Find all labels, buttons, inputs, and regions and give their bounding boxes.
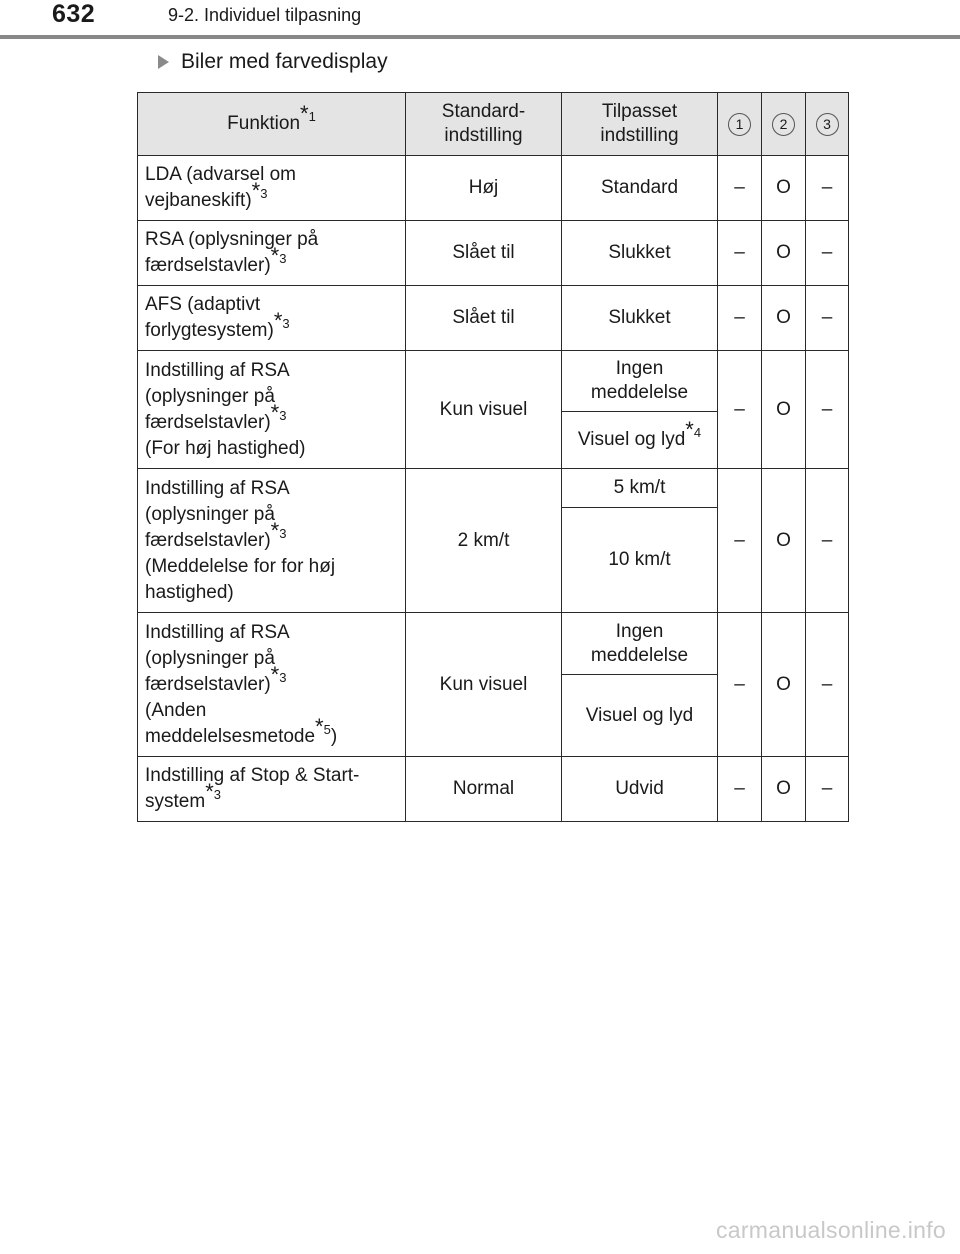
custom-cell: Standard xyxy=(562,156,718,221)
table-row xyxy=(138,221,849,286)
col3-cell: – xyxy=(806,351,849,469)
custom-cell: Ingen meddelelse xyxy=(562,613,718,675)
default-cell: 2 km/t xyxy=(406,469,562,613)
col2-cell: O xyxy=(762,469,806,613)
col1-cell: – xyxy=(718,286,762,351)
header-col-3 xyxy=(806,93,849,156)
subheading-text: Biler med farvedisplay xyxy=(181,50,388,73)
function-cell: Indstilling af RSA (oplysninger på færdselstavler)$^{*3}$ (Anden meddelelsesmetode$^{*5}$) xyxy=(138,613,406,757)
custom-cell: 5 km/t xyxy=(562,469,718,508)
custom-cell: Ingen meddelelse xyxy=(562,351,718,412)
header-function xyxy=(138,93,406,156)
section-title: 9-2. Individuel tilpasning xyxy=(168,5,362,25)
header-col-2 xyxy=(762,93,806,156)
table-row xyxy=(138,351,849,412)
col1-cell: – xyxy=(718,469,762,613)
function-cell: AFS (adaptivt forlygtesystem)$^{*3}$ xyxy=(138,286,406,351)
col2-cell: O xyxy=(762,351,806,469)
custom-cell: Slukket xyxy=(562,286,718,351)
watermark: carmanualsonline.info xyxy=(715,1217,946,1243)
settings-table xyxy=(137,92,849,822)
subheading xyxy=(158,50,388,74)
col3-cell: – xyxy=(806,757,849,822)
custom-cell: 10 km/t xyxy=(562,508,718,613)
function-cell: LDA (advarsel om vejbaneskift)$^{*3}$ xyxy=(138,156,406,221)
custom-cell: Udvid xyxy=(562,757,718,822)
col2-cell: O xyxy=(762,156,806,221)
default-cell: Slået til xyxy=(406,221,562,286)
table-header-row xyxy=(138,93,849,156)
table-row xyxy=(138,613,849,675)
header-rule xyxy=(0,35,960,39)
header-custom: Tilpasset indstilling xyxy=(562,93,718,156)
function-cell: RSA (oplysninger på færdselstavler)$^{*3}$ xyxy=(138,221,406,286)
col2-cell: O xyxy=(762,757,806,822)
triangle-bullet-icon xyxy=(158,55,169,69)
circled-number-1-icon: 1 xyxy=(728,113,751,136)
default-cell: Kun visuel xyxy=(406,613,562,757)
table-row xyxy=(138,469,849,508)
table-row xyxy=(138,286,849,351)
col2-cell: O xyxy=(762,221,806,286)
custom-cell: Visuel og lyd$^{*4}$ xyxy=(562,412,718,469)
header-function-label: Funktion xyxy=(227,113,301,134)
col3-cell: – xyxy=(806,221,849,286)
col2-cell: O xyxy=(762,613,806,757)
page-number: 632 xyxy=(52,0,96,28)
function-cell: Indstilling af RSA (oplysninger på færdselstavler)$^{*3}$ (Meddelelse for for høj hastighed) xyxy=(138,469,406,613)
custom-cell: Slukket xyxy=(562,221,718,286)
function-cell: Indstilling af Stop & Start- system$^{*3}$ xyxy=(138,757,406,822)
col3-cell: – xyxy=(806,469,849,613)
col1-cell: – xyxy=(718,156,762,221)
footnote-ref: *1 xyxy=(300,101,316,126)
table-row xyxy=(138,156,849,221)
custom-cell: Visuel og lyd xyxy=(562,675,718,757)
default-cell: Slået til xyxy=(406,286,562,351)
col1-cell: – xyxy=(718,757,762,822)
col3-cell: – xyxy=(806,156,849,221)
col3-cell: – xyxy=(806,613,849,757)
default-cell: Normal xyxy=(406,757,562,822)
col1-cell: – xyxy=(718,613,762,757)
default-cell: Kun visuel xyxy=(406,351,562,469)
default-cell: Høj xyxy=(406,156,562,221)
circled-number-3-icon: 3 xyxy=(816,113,839,136)
circled-number-2-icon: 2 xyxy=(772,113,795,136)
col1-cell: – xyxy=(718,351,762,469)
col3-cell: – xyxy=(806,286,849,351)
col2-cell: O xyxy=(762,286,806,351)
header-default: Standard- indstilling xyxy=(406,93,562,156)
col1-cell: – xyxy=(718,221,762,286)
table-row xyxy=(138,757,849,822)
function-cell: Indstilling af RSA (oplysninger på færdselstavler)$^{*3}$ (For høj hastighed) xyxy=(138,351,406,469)
header-col-1 xyxy=(718,93,762,156)
